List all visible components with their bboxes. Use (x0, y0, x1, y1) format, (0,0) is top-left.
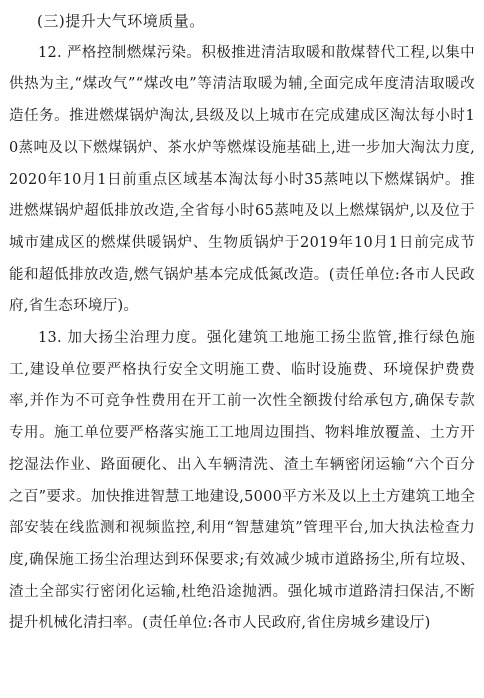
paragraph-dust-control: 13. 加大扬尘治理力度。强化建筑工地施工扬尘监管,推行绿色施工,建设单位要严格执行安全文明施工费、临时设施费、环境保护费费率,并作为不可竞争性费用在开工前一次性全额拨付给承包方,确保专款专用。施工单位要严格落实施工工地周边围挡、物料堆放覆盖、土方开挖湿法作业、路面硬化、出入车辆清洗、渣土车辆密闭运输“六个百分之百”要求。加快推进智慧工地建设,5000平方米及以上土方建筑工地全部安装在线监测和视频监控,利用“智慧建筑”管理平台,加大执法检查力度,确保施工扬尘治理达到环保要求;有效减少城市道路扬尘,所有垃圾、渣土全部实行密闭化运输,杜绝沿途抛洒。强化城市道路清扫保洁,不断提升机械化清扫率。(责任单位:各市人民政府,省住房城乡建设厅) (9, 330, 475, 632)
section-heading: (三)提升大气环境质量。 (37, 12, 205, 30)
paragraph-coal-pollution-control: 12. 严格控制燃煤污染。积极推进清洁取暖和散煤替代工程,以集中供热为主,“煤改气”“煤改电”等清洁取暖为辅,全面完成年度清洁取暖改造任务。推进燃煤锅炉淘汰,县级及以上城市在完成建成区淘汰每小时10蒸吨及以下燃煤锅炉、茶水炉等燃煤设施基础上,进一步加大淘汰力度,2020年10月1日前重点区域基本淘汰每小时35蒸吨以下燃煤锅炉。推进燃煤锅炉超低排放改造,全省每小时65蒸吨及以上燃煤锅炉,以及位于城市建成区的燃煤供暖锅炉、生物质锅炉于2019年10月1日前完成节能和超低排放改造,燃气锅炉基本完成低氮改造。(责任单位:各市人民政府,省生态环境厅)。 (9, 44, 475, 315)
document-page (9, 6, 475, 640)
